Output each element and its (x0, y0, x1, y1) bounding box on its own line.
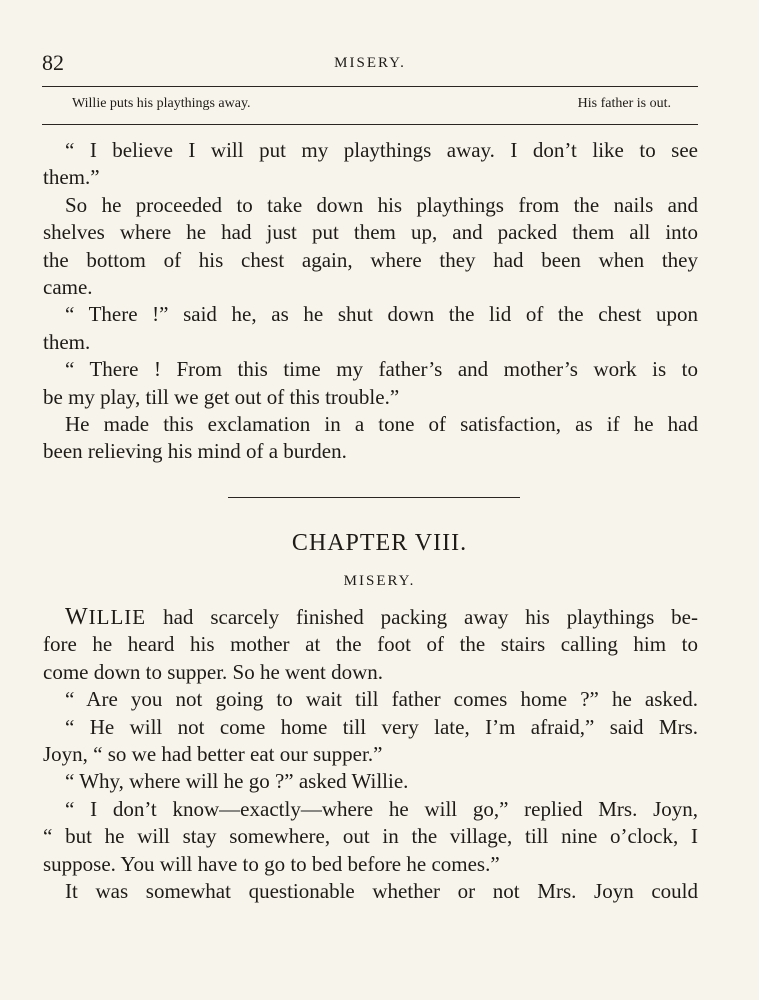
text-line: “ I don’t know—exactly—where he will go,” replied Mrs. Joyn, (65, 796, 698, 821)
text-line: the bottom of his chest again, where they had been when they (43, 247, 698, 272)
sidenote-right: His father is out. (577, 96, 671, 111)
text-line: “ He will not come home till very late, I’m afraid,” said Mrs. (65, 714, 698, 739)
chapter-subtitle: MISERY. (343, 573, 416, 589)
text-line: shelves where he had just put them up, and packed them all into (43, 220, 698, 245)
text-line: He made this exclamation in a tone of satisfaction, as if he had (65, 412, 698, 437)
text-block-chapter (43, 604, 698, 905)
text-line: “ Why, where will he go ?” asked Willie. (65, 769, 409, 794)
text-line: fore he heard his mother at the foot of the stairs calling him to (43, 632, 698, 657)
header-rule-bottom (42, 124, 698, 125)
text-block-before-chapter (43, 137, 698, 466)
text-line: came. (43, 275, 93, 300)
running-head (42, 50, 698, 76)
text-line: “ There ! From this time my father’s and mother’s work is to (65, 357, 698, 382)
text-line: them.” (43, 165, 100, 190)
header-rule-top (42, 86, 698, 87)
text-line: It was somewhat questionable whether or not Mrs. Joyn could (65, 879, 698, 904)
text-line-rest: had scarcely finished packing away his playthings be- (146, 605, 698, 629)
text-line: come down to supper. So he went down. (43, 659, 384, 684)
dropcap-rest: ILLIE (88, 605, 147, 629)
text-line: be my play, till we get out of this trouble.” (43, 384, 400, 409)
sidenote-left: Willie puts his playthings away. (72, 96, 251, 111)
chapter-divider (228, 497, 520, 498)
text-line: them. (43, 329, 91, 354)
text-line (43, 604, 698, 631)
text-line: been relieving his mind of a burden. (43, 439, 347, 464)
text-line: “ Are you not going to wait till father comes home ?” he asked. (65, 687, 698, 712)
text-line: “ but he will stay somewhere, out in the village, till nine o’clock, I (43, 824, 698, 849)
running-title: MISERY. (334, 55, 406, 71)
text-line: “ There !” said he, as he shut down the lid of the chest upon (65, 302, 698, 327)
text-line: Joyn, “ so we had better eat our supper.” (43, 742, 383, 767)
text-line: “ I believe I will put my playthings away. I don’t like to see (65, 138, 698, 162)
page-number: 82 (42, 50, 64, 75)
dropcap-initial: W (65, 604, 89, 630)
text-line: So he proceeded to take down his playthings from the nails and (65, 192, 698, 217)
text-line: suppose. You will have to go to bed before he comes.” (43, 851, 500, 876)
chapter-title: CHAPTER VIII. (291, 530, 468, 556)
